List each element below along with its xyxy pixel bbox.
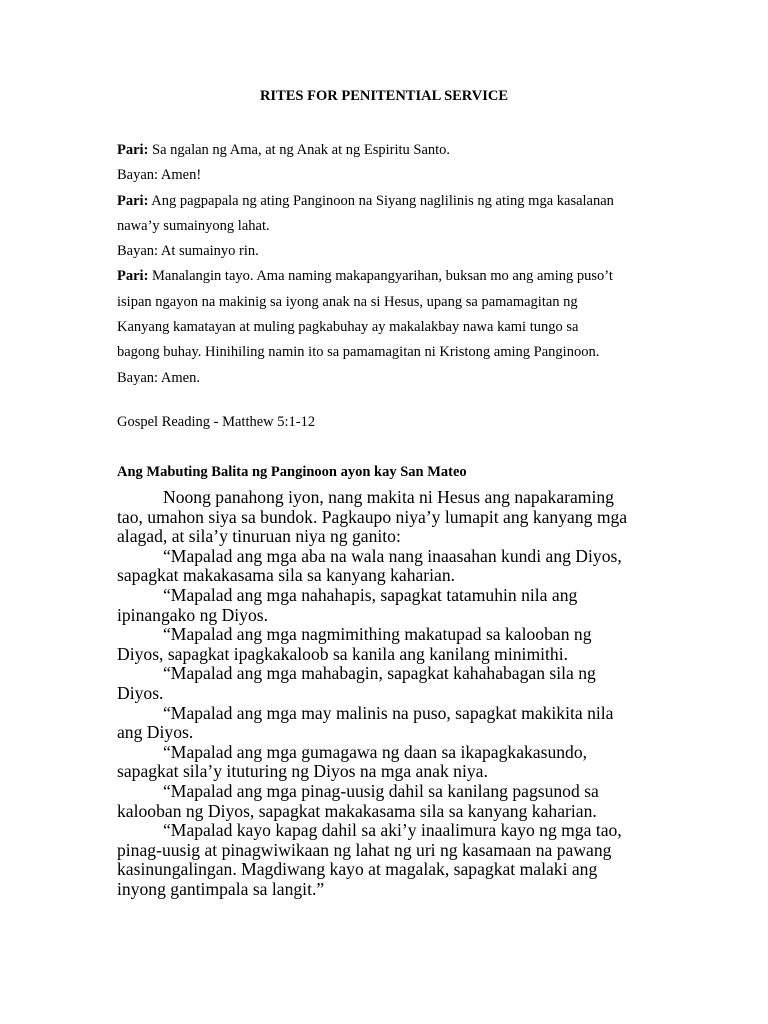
rite-text: Bayan: Amen. xyxy=(117,369,200,386)
gospel-line: “Mapalad ang mga gumagawa ng daan sa ikapagkakasundo, xyxy=(163,741,588,762)
gospel-paragraph xyxy=(117,743,657,782)
gospel-paragraph xyxy=(117,625,657,664)
speaker-label: Pari: xyxy=(117,192,149,209)
gospel-heading: Ang Mabuting Balita ng Panginoon ayon kay San Mateo xyxy=(117,464,467,480)
rite-line xyxy=(117,163,662,188)
gospel-line: kalooban ng Diyos, sapagkat makakasama sila sa kanyang kaharian. xyxy=(117,800,597,821)
rite-line xyxy=(117,366,662,391)
gospel-line: kasinungalingan. Magdiwang kayo at magalak, sapagkat malaki ang xyxy=(117,859,598,880)
gospel-line: Diyos, sapagkat ipagkakaloob sa kanila ang kanilang minimithi. xyxy=(117,643,568,664)
document-title: RITES FOR PENITENTIAL SERVICE xyxy=(259,88,509,104)
gospel-paragraph xyxy=(117,547,657,586)
gospel-line: pinag-uusig at pinagwiwikaan ng lahat ng uri ng kasamaan na pawang xyxy=(117,839,612,860)
gospel-line: Diyos. xyxy=(117,682,164,703)
gospel-paragraph xyxy=(117,704,657,743)
gospel-reference: Gospel Reading - Matthew 5:1-12 xyxy=(117,414,316,430)
gospel-text xyxy=(117,488,657,899)
rite-line xyxy=(117,189,662,214)
gospel-line: tao, umahon siya sa bundok. Pagkaupo niya’y lumapit ang kanyang mga xyxy=(117,506,628,527)
rite-line xyxy=(117,290,662,315)
gospel-line: “Mapalad ang mga nahahapis, sapagkat tatamuhin nila ang xyxy=(163,584,578,605)
rite-text: Manalangin tayo. Ama naming makapangyarihan, buksan mo ang aming puso’t xyxy=(152,268,613,285)
rite-line xyxy=(117,264,662,289)
gospel-paragraph xyxy=(117,488,657,547)
gospel-line: inyong gantimpala sa langit.” xyxy=(117,878,325,899)
rite-line xyxy=(117,315,662,340)
rite-text: isipan ngayon na makinig sa iyong anak na si Hesus, upang sa pamamagitan ng xyxy=(117,293,578,310)
gospel-line: ang Diyos. xyxy=(117,722,194,743)
rite-text: Bayan: At sumainyo rin. xyxy=(117,243,259,260)
rite-text: Bayan: Amen! xyxy=(117,167,202,184)
speaker-label: Pari: xyxy=(117,268,149,285)
gospel-paragraph xyxy=(117,586,657,625)
rites-section xyxy=(117,138,662,391)
rite-line xyxy=(117,214,662,239)
gospel-line: Noong panahong iyon, nang makita ni Hesus ang napakaraming xyxy=(163,487,614,507)
gospel-line: ipinangako ng Diyos. xyxy=(117,604,268,625)
gospel-line: alagad, at sila’y tinuruan niya ng ganito: xyxy=(117,526,401,547)
rite-line xyxy=(117,340,662,365)
gospel-line: “Mapalad ang mga pinag-uusig dahil sa kanilang pagsunod sa xyxy=(163,780,599,801)
rite-text: bagong buhay. Hinihiling namin ito sa pamamagitan ni Kristong aming Panginoon. xyxy=(117,344,600,361)
rite-line xyxy=(117,138,662,163)
rite-text: Kanyang kamatayan at muling pagkabuhay ay makalakbay nawa kami tungo sa xyxy=(117,319,579,336)
rite-text: Ang pagpapala ng ating Panginoon na Siyang naglilinis ng ating mga kasalanan xyxy=(151,192,614,209)
gospel-paragraph xyxy=(117,782,657,821)
speaker-label: Pari: xyxy=(117,142,149,158)
gospel-line: “Mapalad ang mga nagmimithing makatupad sa kalooban ng xyxy=(163,624,592,645)
gospel-line: sapagkat makakasama sila sa kanyang kaharian. xyxy=(117,565,456,586)
gospel-line: sapagkat sila’y ituturing ng Diyos na mga anak niya. xyxy=(117,761,488,782)
gospel-line: “Mapalad kayo kapag dahil sa aki’y inaalimura kayo ng mga tao, xyxy=(163,820,622,841)
rite-line xyxy=(117,239,662,264)
rite-text: nawa’y sumainyong lahat. xyxy=(117,217,270,234)
gospel-line: “Mapalad ang mga may malinis na puso, sapagkat makikita nila xyxy=(163,702,614,723)
gospel-paragraph xyxy=(117,664,657,703)
gospel-line: “Mapalad ang mga aba na wala nang inaasahan kundi ang Diyos, xyxy=(163,545,622,566)
rite-text: Sa ngalan ng Ama, at ng Anak at ng Espiritu Santo. xyxy=(152,142,451,158)
gospel-paragraph xyxy=(117,821,657,899)
gospel-line: “Mapalad ang mga mahabagin, sapagkat kahahabagan sila ng xyxy=(163,663,596,684)
